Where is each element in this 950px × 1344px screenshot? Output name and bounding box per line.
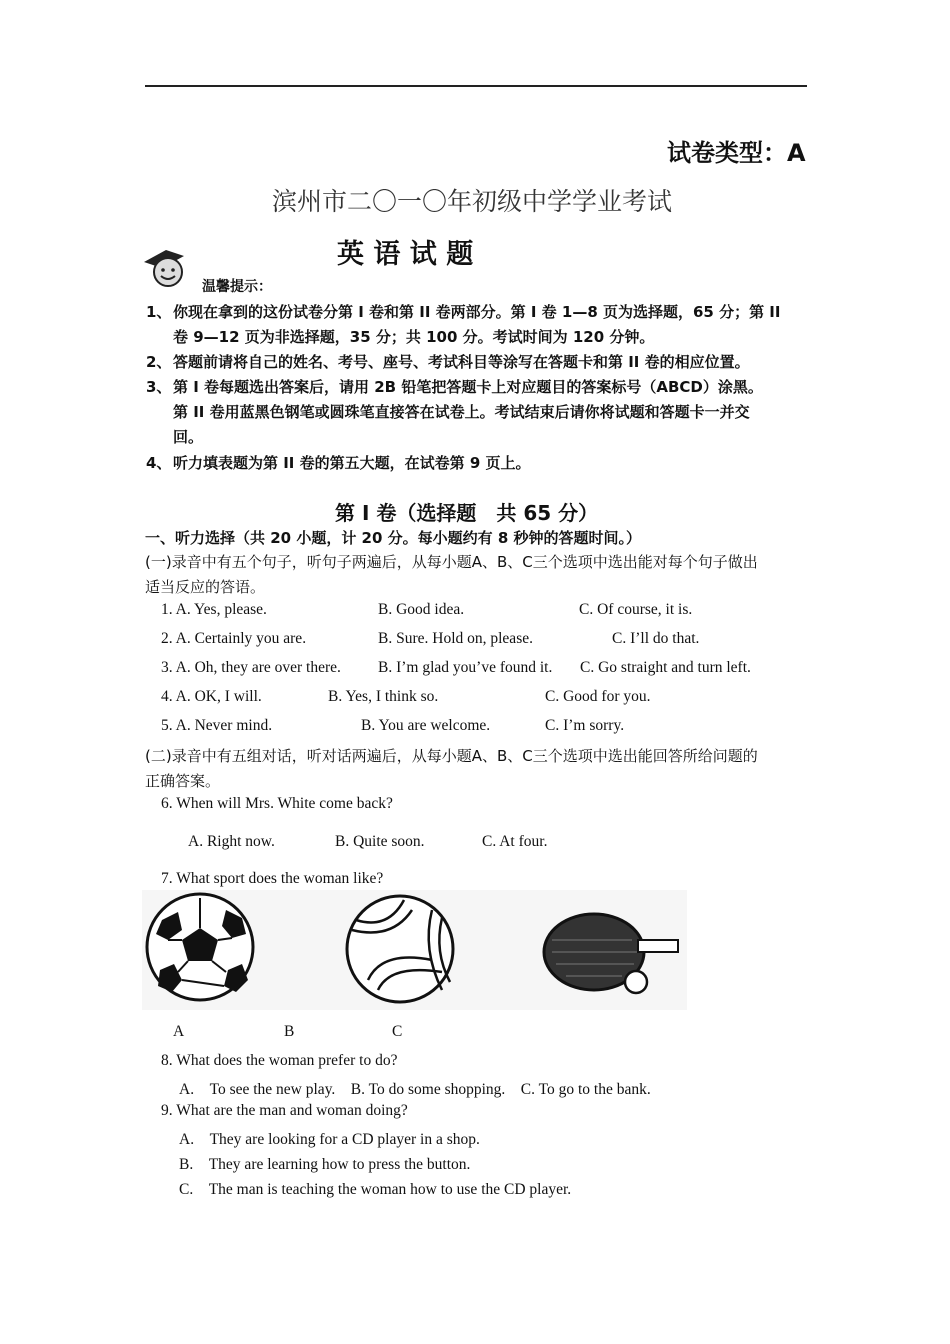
note-2-line1: 答题前请将自己的姓名、考号、座号、考试科目等涂写在答题卡和第 II 卷的相应位置。 (173, 353, 750, 371)
note-1-line1: 你现在拿到的这份试卷分第 I 卷和第 II 卷两部分。第 I 卷 1—8 页为选择题，65 分；第 II (173, 303, 781, 321)
q2-option-a: 2. A. Certainly you are. (161, 630, 307, 647)
note-3-line2: 第 II 卷用蓝黑色钢笔或圆珠笔直接答在试卷上。考试结束后请你将试题和答题卡一并交 (173, 403, 750, 421)
q9-option-c: C. The man is teaching the woman how to use the CD player. (179, 1181, 572, 1198)
q2-option-b: B. Sure. Hold on, please. (378, 630, 533, 647)
q5-option-b: B. You are welcome. (361, 717, 491, 734)
sub1-instruction-line2: 适当反应的答语。 (145, 578, 266, 596)
q6-question: 6. When will Mrs. White come back? (161, 795, 393, 812)
q6-option-c: C. At four. (482, 833, 548, 850)
q9-option-b: B. They are learning how to press the button. (179, 1156, 471, 1173)
note-1-num: 1、 (146, 303, 172, 321)
q7-label-c: C (392, 1023, 403, 1040)
q7-label-a: A (173, 1023, 185, 1040)
sports-balls-image (142, 890, 687, 1010)
tips-label: 温馨提示： (202, 279, 272, 295)
soccer-ball-icon (147, 894, 253, 1000)
q6-option-a: A. Right now. (188, 833, 275, 850)
q8-options: A. To see the new play. B. To do some shopping. C. To go to the bank. (179, 1081, 651, 1098)
header-rule (145, 85, 807, 87)
q8-question: 8. What does the woman prefer to do? (161, 1052, 398, 1069)
q3-option-c: C. Go straight and turn left. (580, 659, 751, 676)
subject-title: 英 语 试 题 (337, 239, 474, 270)
q6-option-b: B. Quite soon. (335, 833, 425, 850)
sub2-instruction-line2: 正确答案。 (145, 772, 221, 790)
q9-question: 9. What are the man and woman doing? (161, 1102, 408, 1119)
q1-option-a: 1. A. Yes, please. (161, 601, 267, 618)
sub1-instruction-line1: (一)录音中有五个句子，听句子两遍后，从每小题A、B、C三个选项中选出能对每个句子做出 (145, 553, 758, 571)
sub2-instruction-line1: (二)录音中有五组对话，听对话两遍后，从每小题A、B、C三个选项中选出能回答所给问题的 (145, 747, 758, 765)
q4-option-a: 4. A. OK, I will. (161, 688, 262, 705)
note-4-num: 4、 (146, 454, 172, 472)
smiley-graduate-icon (140, 244, 192, 290)
q4-option-c: C. Good for you. (545, 688, 651, 705)
section-title: 第 I 卷（选择题 共 65 分） (335, 501, 599, 525)
q5-option-c: C. I’m sorry. (545, 717, 625, 734)
note-3-line3: 回。 (173, 428, 204, 446)
paper-type: 试卷类型：A (667, 139, 806, 167)
part1-heading: 一、听力选择（共 20 小题，计 20 分。每小题约有 8 秒钟的答题时间。） (145, 529, 642, 547)
q3-option-b: B. I’m glad you’ve found it. (378, 659, 553, 676)
exam-title: 滨州市二〇一〇年初级中学学业考试 (272, 187, 673, 216)
q1-option-b: B. Good idea. (378, 601, 465, 618)
q5-option-a: 5. A. Never mind. (161, 717, 273, 734)
volleyball-icon (347, 896, 453, 1002)
note-1-line2: 卷 9—12 页为非选择题，35 分；共 100 分。考试时间为 120 分钟。 (173, 328, 655, 346)
note-4-line1: 听力填表题为第 II 卷的第五大题，在试卷第 9 页上。 (173, 454, 531, 472)
q9-option-a: A. They are looking for a CD player in a shop. (179, 1131, 480, 1148)
q7-label-b: B (284, 1023, 295, 1040)
note-2-num: 2、 (146, 353, 172, 371)
note-3-num: 3、 (146, 378, 172, 396)
q7-question: 7. What sport does the woman like? (161, 870, 384, 887)
q2-option-c: C. I’ll do that. (612, 630, 700, 647)
note-3-line1: 第 I 卷每题选出答案后，请用 2B 铅笔把答题卡上对应题目的答案标号（ABCD）涂黑。 (173, 378, 763, 396)
q3-option-a: 3. A. Oh, they are over there. (161, 659, 341, 676)
q4-option-b: B. Yes, I think so. (328, 688, 439, 705)
q1-option-c: C. Of course, it is. (579, 601, 693, 618)
